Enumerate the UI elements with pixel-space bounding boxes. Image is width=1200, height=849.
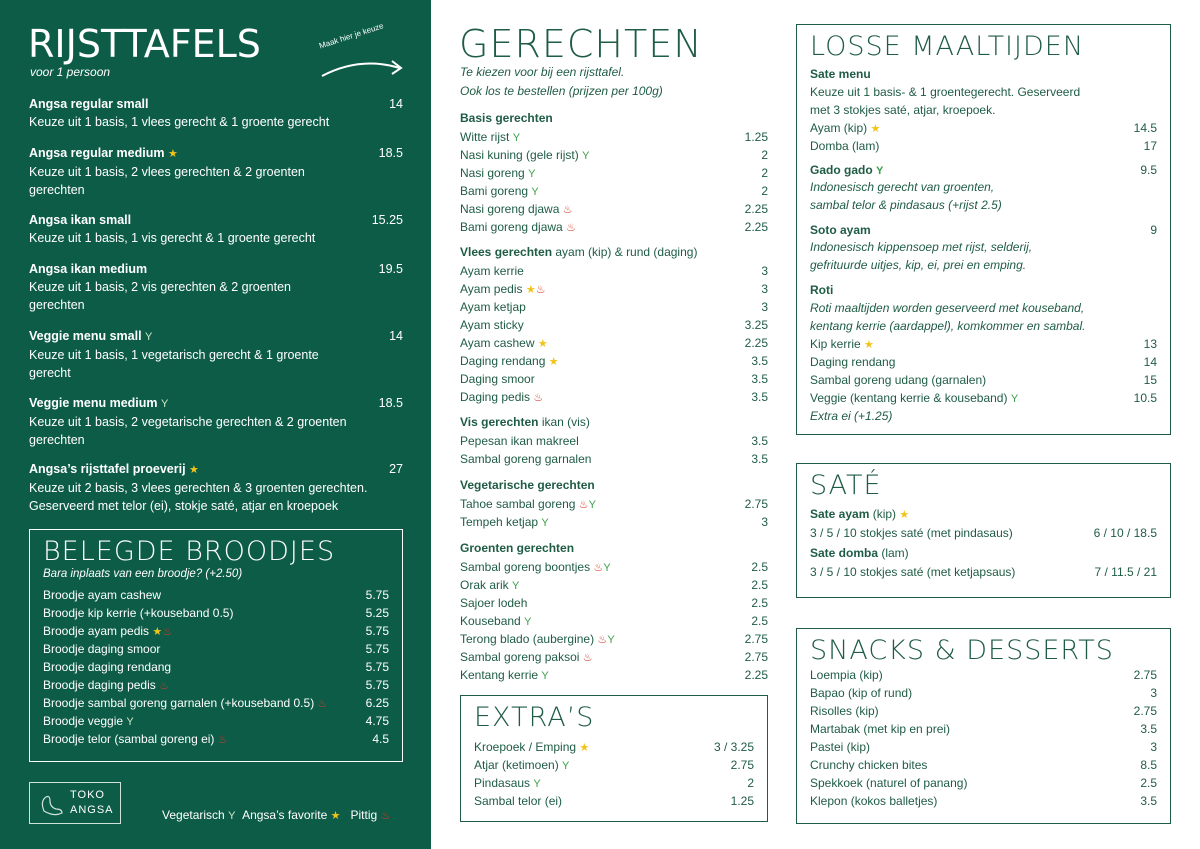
- list-item: Kip kerrie ★ 13: [810, 337, 1157, 351]
- vegetarian-icon: Y: [533, 778, 541, 790]
- list-item: Spekkoek (naturel of panang) 2.5: [810, 776, 1157, 790]
- list-item: Pastei (kip) 3: [810, 740, 1157, 754]
- chili-icon: ♨: [217, 734, 228, 746]
- list-item: Domba (lam) 17: [810, 139, 1157, 153]
- list-item: Sambal goreng udang (garnalen) 15: [810, 373, 1157, 387]
- rijsttafels-title: RIJSTTAFELS: [28, 22, 261, 66]
- list-item: Sajoer lodeh 2.5: [460, 596, 768, 610]
- rijsttafels-subtitle: voor 1 persoon: [30, 65, 111, 79]
- sate-title: SATÉ: [810, 470, 882, 501]
- logo-line2: ANGSA: [70, 804, 114, 816]
- list-item: Martabak (met kip en prei) 3.5: [810, 722, 1157, 736]
- star-icon: ★: [152, 626, 163, 638]
- chili-icon: ♨: [380, 810, 391, 822]
- vegetarian-icon: Y: [161, 398, 169, 410]
- list-item: Bami goreng djawa ♨ 2.25: [460, 220, 768, 234]
- list-item: Ayam (kip) ★ 14.5: [810, 121, 1157, 135]
- logo: [29, 782, 121, 824]
- chili-icon: ♨: [597, 634, 608, 646]
- list-item: Bami goreng Y 2: [460, 184, 768, 198]
- list-item: Nasi goreng Y 2: [460, 166, 768, 180]
- arrow-icon: [320, 52, 406, 82]
- sate-ayam-title: Sate ayam (kip) ★: [810, 507, 910, 521]
- star-icon: ★: [189, 464, 199, 476]
- list-item: 3 / 5 / 10 stokjes saté (met pindasaus) 6 / 10 / 18.5: [810, 526, 1157, 540]
- losse-title: LOSSE MAALTIJDEN: [810, 31, 1085, 62]
- list-item: Broodje telor (sambal goreng ei) ♨ 4.5: [43, 732, 389, 746]
- star-icon: ★: [548, 356, 559, 368]
- rijsttafel-item: Angsa regular small 14 Keuze uit 1 basis, 1 vlees gerecht & 1 groente gerecht: [29, 97, 403, 129]
- sate-domba-title: Sate domba (lam): [810, 546, 909, 560]
- vegetarian-icon: Y: [528, 168, 536, 180]
- section-vis: Vis gerechten ikan (vis): [460, 415, 590, 429]
- swan-icon: [36, 789, 66, 819]
- soto-ayam-row: Soto ayam 9: [810, 223, 1157, 237]
- list-item: Tempeh ketjap Y 3: [460, 515, 768, 529]
- list-item: Broodje ayam pedis ★♨ 5.75: [43, 624, 389, 638]
- gado-gado-row: Gado gado Y 9.5: [810, 163, 1157, 177]
- list-item: Nasi kuning (gele rijst) Y 2: [460, 148, 768, 162]
- star-icon: ★: [537, 338, 548, 350]
- rijsttafel-item: Angsa ikan small 15.25 Keuze uit 1 basis, 1 vis gerecht & 1 groente gerecht: [29, 213, 403, 245]
- star-icon: ★: [864, 339, 874, 351]
- chili-icon: ♨: [593, 562, 604, 574]
- rijsttafel-item: Veggie menu small Y 14 Keuze uit 1 basis, 1 vegetarisch gerecht & 1 groente gerecht: [29, 329, 403, 380]
- list-item: Ayam cashew ★ 2.25: [460, 336, 768, 350]
- list-item: Ayam pedis ★♨ 3: [460, 282, 768, 296]
- gerechten-subtitle-2: Ook los te bestellen (prijzen per 100g): [460, 84, 663, 98]
- chili-icon: ♨: [535, 284, 546, 296]
- list-item: Nasi goreng djawa ♨ 2.25: [460, 202, 768, 216]
- chili-icon: ♨: [159, 680, 169, 692]
- list-item: Pepesan ikan makreel 3.5: [460, 434, 768, 448]
- vegetarian-icon: Y: [524, 616, 532, 628]
- vegetarian-icon: Y: [562, 760, 570, 772]
- section-vegetarisch: Vegetarische gerechten: [460, 478, 595, 492]
- rijsttafel-item: Angsa ikan medium 19.5 Keuze uit 1 basis, 2 vis gerechten & 2 groenten gerechten: [29, 262, 403, 312]
- list-item: Ayam kerrie 3: [460, 264, 768, 278]
- snacks-box: [796, 628, 1171, 824]
- extras-box: [460, 695, 768, 822]
- list-item: Broodje daging smoor 5.75: [43, 642, 389, 656]
- list-item: Sambal goreng boontjes ♨Y 2.5: [460, 560, 768, 574]
- star-icon: ★: [870, 123, 881, 135]
- extras-title: EXTRA’S: [474, 702, 595, 733]
- gerechten-subtitle: Te kiezen voor bij een rijsttafel.: [460, 65, 625, 79]
- vegetarian-icon: Y: [145, 331, 153, 343]
- losse-box: LOSSE MAALTIJDEN Sate menu Keuze uit 1 basis- & 1 groentegerecht. Geserveerd met 3 stokjes saté, atjar, kroepoek. Ayam (kip) ★ 14.5 Domba (lam) 17 Gado gado Y 9.5 Indonesisch gerecht van groenten, sambal telor & pindasaus (+rijst 2.5) Soto ayam 9 Indonesisch kippensoep met rijst, selderij, gefrituurde uitjes, kip, ei, prei en emping. Roti Roti maaltijden worden geserveerd met kouseband, kentang kerrie (aardappel), komkommer en sambal. Kip kerrie ★ 13 Daging rendang 14 Sambal goreng udang (garnalen) 15 Veggie (kentang kerrie & kouseband) Y 10.5 Extra ei (+1.25): [796, 24, 1171, 435]
- sate-box: [796, 463, 1171, 598]
- vegetarian-icon: Y: [531, 186, 539, 198]
- list-item: Daging rendang ★ 3.5: [460, 354, 768, 368]
- chili-icon: ♨: [566, 222, 576, 234]
- legend: Vegetarisch Y Angsa’s favorite ★ Pittig ♨: [162, 808, 391, 822]
- vegetarian-icon: Y: [512, 132, 521, 144]
- vegetarian-icon: Y: [541, 670, 549, 682]
- list-item: Broodje sambal goreng garnalen (+kouseband 0.5) ♨ 6.25: [43, 696, 389, 710]
- list-item: Sambal telor (ei) 1.25: [474, 794, 754, 808]
- chili-icon: ♨: [582, 652, 593, 664]
- list-item: Broodje daging pedis ♨ 5.75: [43, 678, 389, 692]
- chili-icon: ♨: [162, 626, 173, 638]
- list-item: Crunchy chicken bites 8.5: [810, 758, 1157, 772]
- rijsttafel-item: Veggie menu medium Y 18.5 Keuze uit 1 basis, 2 vegetarische gerechten & 2 groenten gerechten: [29, 396, 403, 447]
- list-item: Klepon (kokos balletjes) 3.5: [810, 794, 1157, 808]
- list-item: Pindasaus Y 2: [474, 776, 754, 790]
- gerechten-title: GERECHTEN: [459, 22, 703, 66]
- list-item: 3 / 5 / 10 stokjes saté (met ketjapsaus) 7 / 11.5 / 21: [810, 565, 1157, 579]
- chili-icon: ♨: [578, 499, 589, 511]
- list-item: Daging smoor 3.5: [460, 372, 768, 386]
- list-item: Veggie (kentang kerrie & kouseband) Y 10.5: [810, 391, 1157, 405]
- list-item: Witte rijst Y 1.25: [460, 130, 768, 144]
- roti-title: Roti: [810, 283, 834, 297]
- star-icon: ★: [167, 148, 178, 160]
- snacks-title: SNACKS & DESSERTS: [810, 635, 1114, 666]
- vegetarian-icon: Y: [607, 634, 615, 646]
- star-icon: ★: [899, 509, 910, 521]
- list-item: Broodje kip kerrie (+kouseband 0.5) 5.25: [43, 606, 389, 620]
- vegetarian-icon: Y: [876, 165, 884, 177]
- rijsttafel-item: Angsa regular medium ★ 18.5 Keuze uit 1 basis, 2 vlees gerechten & 2 groenten gerechten: [29, 146, 403, 197]
- vegetarian-icon: Y: [582, 150, 590, 162]
- chili-icon: ♨: [533, 392, 544, 404]
- vegetarian-icon: Y: [541, 517, 549, 529]
- list-item: Kouseband Y 2.5: [460, 614, 768, 628]
- star-icon: ★: [579, 742, 590, 754]
- list-item: Sambal goreng paksoi ♨ 2.75: [460, 650, 768, 664]
- list-item: Terong blado (aubergine) ♨Y 2.75: [460, 632, 768, 646]
- star-icon: ★: [330, 810, 341, 822]
- list-item: Ayam ketjap 3: [460, 300, 768, 314]
- list-item: Broodje veggie Y 4.75: [43, 714, 389, 728]
- broodjes-box: [29, 529, 403, 762]
- list-item: Sambal goreng garnalen 3.5: [460, 452, 768, 466]
- sate-menu-title: Sate menu: [810, 67, 871, 81]
- vegetarian-icon: Y: [126, 716, 134, 728]
- rijsttafel-item: Angsa’s rijsttafel proeverij ★ 27 Keuze uit 2 basis, 3 vlees gerechten & 3 groenten gerechten. Geserveerd met telor (ei), stokje saté, atjar en kroepoek: [29, 462, 403, 513]
- vegetarian-icon: Y: [1010, 393, 1019, 405]
- list-item: Broodje daging rendang 5.75: [43, 660, 389, 674]
- list-item: Daging pedis ♨ 3.5: [460, 390, 768, 404]
- logo-line1: TOKO: [70, 789, 105, 801]
- list-item: Daging rendang 14: [810, 355, 1157, 369]
- section-groenten: Groenten gerechten: [460, 541, 575, 555]
- list-item: Orak arik Y 2.5: [460, 578, 768, 592]
- choice-note-text: Maak hier je keuze: [318, 21, 385, 51]
- broodjes-title: BELEGDE BROODJES: [43, 536, 336, 567]
- list-item: Broodje ayam cashew 5.75: [43, 588, 389, 602]
- list-item: Kentang kerrie Y 2.25: [460, 668, 768, 682]
- list-item: Tahoe sambal goreng ♨Y 2.75: [460, 497, 768, 511]
- vegetarian-icon: Y: [228, 810, 236, 822]
- star-icon: ★: [525, 284, 536, 296]
- section-basis: Basis gerechten: [460, 111, 553, 125]
- list-item: Atjar (ketimoen) Y 2.75: [474, 758, 754, 772]
- left-panel: [0, 0, 431, 849]
- list-item: Bapao (kip of rund) 3: [810, 686, 1157, 700]
- choice-note: [318, 21, 408, 82]
- list-item: Ayam sticky 3.25: [460, 318, 768, 332]
- vegetarian-icon: Y: [512, 580, 520, 592]
- vegetarian-icon: Y: [603, 562, 611, 574]
- chili-icon: ♨: [317, 698, 328, 710]
- list-item: Risolles (kip) 2.75: [810, 704, 1157, 718]
- broodjes-subtitle: Bara inplaats van een broodje? (+2.50): [43, 568, 243, 580]
- section-vlees: Vlees gerechten ayam (kip) & rund (daging): [460, 245, 698, 259]
- list-item: Loempia (kip) 2.75: [810, 668, 1157, 682]
- vegetarian-icon: Y: [588, 499, 596, 511]
- chili-icon: ♨: [562, 204, 573, 216]
- list-item: Kroepoek / Emping ★ 3 / 3.25: [474, 740, 754, 754]
